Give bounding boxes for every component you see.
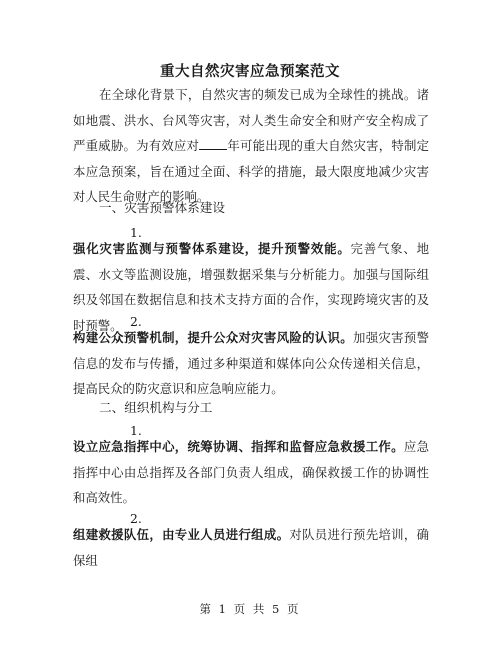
item-number: 2. [130,314,142,329]
item-paragraph [73,325,429,402]
item-number: 2. [130,511,142,526]
item-body: 加强灾害预警信息的发布与传播，通过多种渠道和媒体向公众传递相关信息，提高民众的防灾意识和应急响应能力。 [73,330,430,396]
item-lead: 强化灾害监测与预警体系建设，提升预警效能。 [73,241,351,256]
item-paragraph [73,236,429,338]
document-title: 重大自然灾害应急预案范文 [160,64,340,80]
item-lead: 设立应急指挥中心，统筹协调、指挥和监督应急救援工作。 [73,439,404,454]
item-body: 完善气象、地震、水文等监测设施，增强数据采集与分析能力。加强与国际组织及邻国在数据信息和技术支持方面的合作，实现跨境灾害的及时预警。 [73,241,430,333]
item-lead: 组建救援队伍，由专业人员进行组成。 [73,527,290,542]
intro-text-after-blank: 年可能出现的重大自然灾害，特制定本应急预案，旨在通过全面、科学的措施，最大限度地减少灾害对人民生命财产的影响。 [73,138,430,204]
intro-paragraph [73,82,429,210]
section-heading: 二、组织机构与分工 [99,400,213,415]
item-body: 对队员进行预先培训，确保组 [73,527,430,568]
intro-text-before-blank: 在全球化背景下，自然灾害的频发已成为全球性的挑战。诸如地震、洪水、台风等灾害，对人类生命安全和财产安全构成了严重威胁。为有效应对 [73,87,429,153]
item-paragraph [73,522,429,573]
item-lead: 构建公众预警机制，提升公众对灾害风险的认识。 [73,330,353,345]
section-heading: 一、灾害预警体系建设 [99,200,225,215]
item-number: 1. [130,225,142,240]
item-number: 1. [130,423,142,438]
year-blank [199,137,227,150]
item-body: 应急指挥中心由总指挥及各部门负责人组成，确保救援工作的协调性和高效性。 [73,439,430,505]
page-footer: 第 1 页 共 5 页 [199,602,301,616]
item-paragraph [73,434,429,511]
